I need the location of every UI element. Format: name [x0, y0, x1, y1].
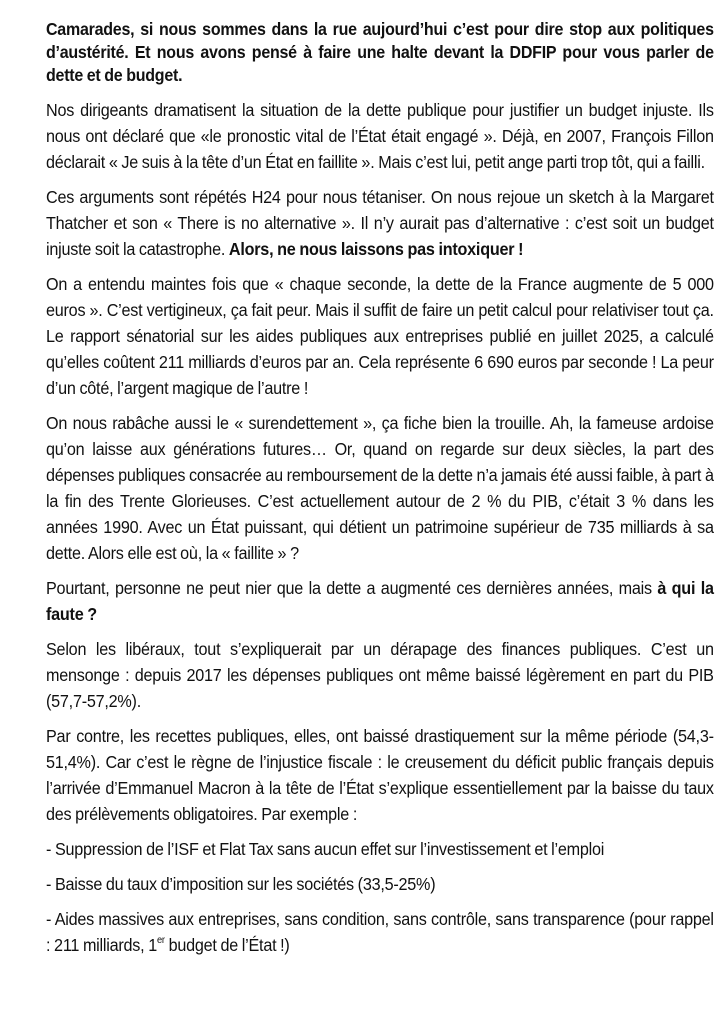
list-item-aides [46, 906, 714, 958]
paragraph-faute [46, 575, 714, 627]
list-item-isf: - Suppression de l’ISF et Flat Tax sans aucun effet sur l’investissement et l’emploi [46, 839, 605, 859]
list-item-aides-superscript: er [156, 935, 165, 947]
paragraph-tina [46, 184, 714, 262]
paragraph-recettes: Par contre, les recettes publiques, elles, ont baissé drastiquement sur la même période (54,3-51,4%). Car c’est le règne de l’injustice fiscale : le creusement du déficit public français depuis l’arrivée d’Emmanuel Macron à la tête de l’État s’explique essentiellement par la baisse du taux des prélèvements obligatoires. Par exemple : [46, 726, 714, 824]
paragraph-faute-emphasis: à qui la faute ? [46, 578, 714, 624]
intro-paragraph: Camarades, si nous sommes dans la rue aujourd’hui c’est pour dire stop aux politiques d’austérité. Et nous avons pensé à faire une halte devant la DDFIP pour vous parler de dette et de budget. [46, 19, 714, 85]
paragraph-surendettement: On nous rabâche aussi le « surendettement », ça fiche bien la trouille. Ah, la fameuse ardoise qu’on laisse aux générations futures… Or, quand on regarde sur deux siècles, la part des dépenses publiques consacrée au remboursement de la dette n’a jamais été aussi faible, à part à la fin des Trente Glorieuses. C’est actuellement autour de 2 % du PIB, c’était 3 % dans les années 1990. Avec un État puissant, qui détient un patrimoine supérieur de 735 milliards à sa dette. Alors elle est où, la « faillite » ? [46, 413, 714, 563]
paragraph-dette-seconde: On a entendu maintes fois que « chaque seconde, la dette de la France augmente de 5 000 euros ». C’est vertigineux, ça fait peur. Mais il suffit de faire un petit calcul pour relativiser tout ça. Le rapport sénatorial sur les aides publiques aux entreprises publié en juillet 2025, a calculé qu’elles coûtent 211 milliards d’euros par an. Cela représente 6 690 euros par seconde ! La peur d’un côté, l’argent magique de l’autre ! [46, 274, 714, 398]
document-page [46, 18, 716, 967]
paragraph-liberaux: Selon les libéraux, tout s’expliquerait par un dérapage des finances publiques. C’est un mensonge : depuis 2017 les dépenses publiques ont même baissé légèrement en part du PIB (57,7-57,2%). [46, 639, 714, 711]
list-item-aides-end: budget de l’État !) [164, 935, 290, 955]
paragraph-tina-text: Ces arguments sont répétés H24 pour nous tétaniser. On nous rejoue un sketch à la Margaret Thatcher et son « There is no alternative ». Il n’y aurait pas d’alternative : c’est soit un budget injuste soit la catastrophe. [46, 187, 714, 259]
paragraph-faute-text: Pourtant, personne ne peut nier que la dette a augmenté ces dernières années, mais [46, 578, 658, 598]
paragraph-tina-emphasis: Alors, ne nous laissons pas intoxiquer ! [228, 239, 524, 259]
paragraph-dramatisation: Nos dirigeants dramatisent la situation de la dette publique pour justifier un budget injuste. Ils nous ont déclaré que «le pronostic vital de l’État était engagé ». Déjà, en 2007, François Fillon déclarait « Je suis à la tête d’un État en faillite ». Mais c’est lui, petit ange parti trop tôt, qui a failli. [46, 100, 714, 172]
list-item-societes: - Baisse du taux d’imposition sur les sociétés (33,5-25%) [46, 874, 436, 894]
list-item-aides-text: - Aides massives aux entreprises, sans condition, sans contrôle, sans transparence (pour rappel : 211 milliards, 1 [46, 909, 714, 955]
